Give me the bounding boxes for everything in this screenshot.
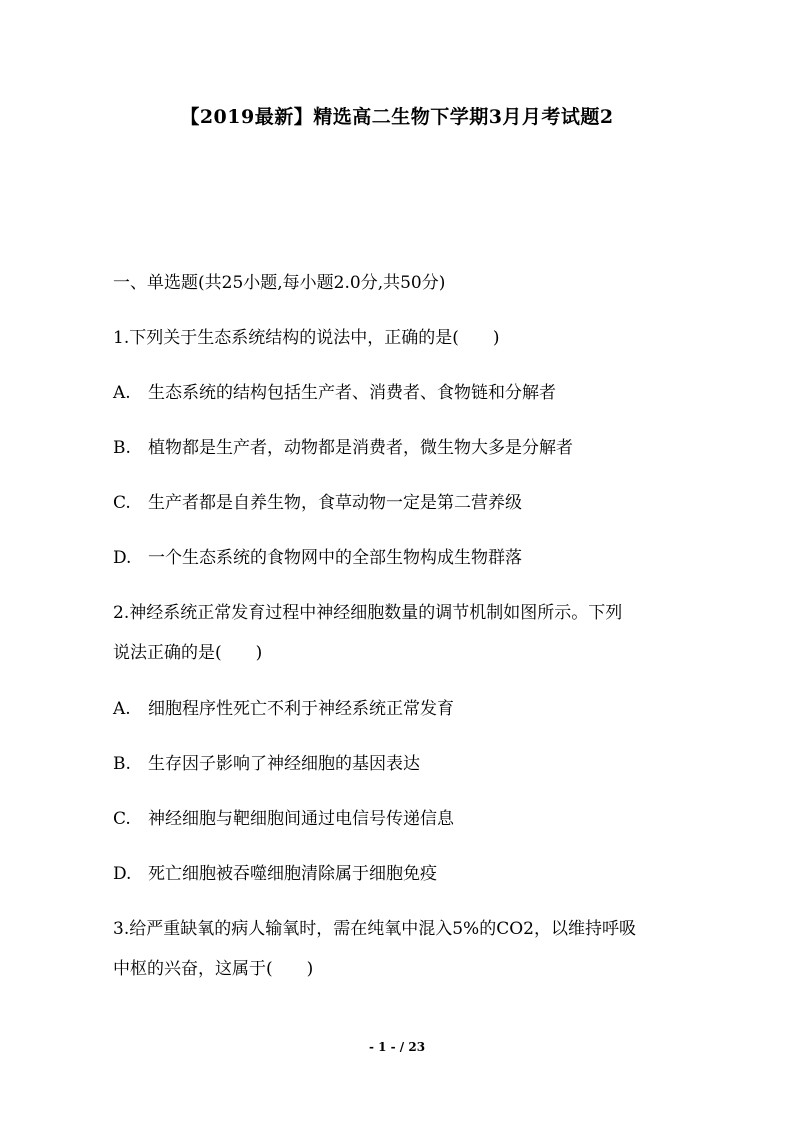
question-2-option-a [113, 698, 454, 720]
question-1-option-d [113, 547, 522, 569]
option-letter: B. [113, 754, 131, 774]
document-title: 【2019最新】精选高二生物下学期3月月考试题2 [180, 106, 614, 128]
page-number-footer: - 1 - / 23 [368, 1040, 426, 1054]
option-text: 一个生态系统的食物网中的全部生物构成生物群落 [148, 548, 522, 568]
option-letter: D. [113, 864, 132, 884]
option-text: 死亡细胞被吞噬细胞清除属于细胞免疫 [148, 864, 437, 884]
question-1-option-a [113, 382, 556, 404]
option-letter: A. [113, 383, 131, 403]
section-heading: 一、单选题(共25小题,每小题2.0分,共50分) [113, 273, 446, 293]
option-text: 生存因子影响了神经细胞的基因表达 [148, 754, 420, 774]
option-text: 细胞程序性死亡不利于神经系统正常发育 [148, 699, 454, 719]
option-letter: B. [113, 438, 131, 458]
option-text: 植物都是生产者，动物都是消费者，微生物大多是分解者 [148, 438, 573, 458]
option-text: 神经细胞与靶细胞间通过电信号传递信息 [148, 809, 454, 829]
question-2-option-b [113, 753, 420, 775]
question-1-option-b [113, 437, 573, 459]
question-1-option-c [113, 492, 522, 514]
option-letter: A. [113, 699, 131, 719]
question-3-stem-line-2: 中枢的兴奋，这属于( ) [113, 959, 314, 979]
question-1-stem: 1.下列关于生态系统结构的说法中，正确的是( ) [113, 328, 500, 348]
option-text: 生态系统的结构包括生产者、消费者、食物链和分解者 [148, 383, 556, 403]
question-2-stem-line-2: 说法正确的是( ) [113, 643, 263, 663]
question-2-stem-line-1: 2.神经系统正常发育过程中神经细胞数量的调节机制如图所示。下列 [113, 603, 623, 623]
question-2-option-c [113, 808, 454, 830]
option-letter: C. [113, 493, 131, 513]
option-letter: D. [113, 548, 132, 568]
option-letter: C. [113, 809, 131, 829]
option-text: 生产者都是自养生物，食草动物一定是第二营养级 [148, 493, 522, 513]
question-3-stem-line-1: 3.给严重缺氧的病人输氧时，需在纯氧中混入5%的CO2，以维持呼吸 [113, 919, 636, 939]
question-2-option-d [113, 863, 437, 885]
